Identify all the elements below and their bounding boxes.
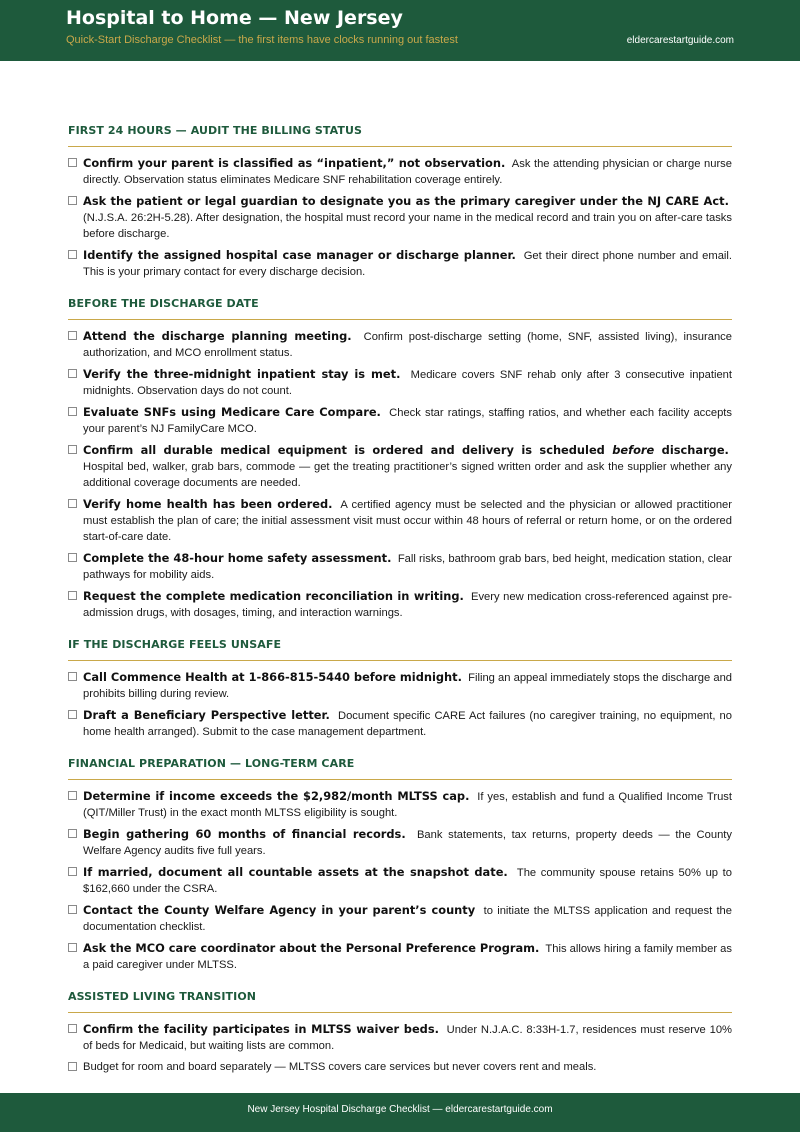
checkbox[interactable] <box>68 250 77 259</box>
checkbox[interactable] <box>68 791 77 800</box>
item-lead: Verify home health has been ordered. <box>83 497 333 511</box>
item-lead: Ask the MCO care coordinator about the Personal Preference Program. <box>83 941 540 955</box>
checkbox[interactable] <box>68 1024 77 1033</box>
footer-bar <box>0 1093 800 1132</box>
checkbox[interactable] <box>68 867 77 876</box>
item-text: The community spouse retains 50% up to $162,660 under the CSRA. <box>83 867 732 895</box>
item-lead: If married, document all countable assets at the snapshot date. <box>83 865 508 879</box>
checkbox[interactable] <box>68 196 77 205</box>
item-lead: Request the complete medication reconciliation in writing. <box>83 589 464 603</box>
section-heading: BEFORE THE DISCHARGE DATE <box>68 285 732 320</box>
page-title: Hospital to Home — New Jersey <box>66 7 403 29</box>
checklist-item <box>68 155 732 188</box>
item-lead: Evaluate SNFs using Medicare Care Compare. <box>83 405 381 419</box>
item-lead <box>83 443 729 457</box>
checklist-item <box>68 1021 732 1054</box>
item-lead: Draft a Beneficiary Perspective letter. <box>83 708 330 722</box>
checkbox[interactable] <box>68 672 77 681</box>
checkbox[interactable] <box>68 591 77 600</box>
section-discharge-unsafe <box>68 626 732 740</box>
checkbox[interactable] <box>68 331 77 340</box>
item-text: Confirm post-discharge setting (home, SNF, assisted living), insurance authorization, and MCO enrollment status. <box>83 331 732 359</box>
checklist-item <box>68 404 732 437</box>
item-lead: Identify the assigned hospital case manager or discharge planner. <box>83 248 516 262</box>
checklist-item <box>68 826 732 859</box>
item-text: Fall risks, bathroom grab bars, bed height, medication station, clear pathways for mobility aids. <box>83 553 733 581</box>
checkbox[interactable] <box>68 943 77 952</box>
item-lead: Complete the 48-hour home safety assessment. <box>83 551 392 565</box>
item-lead: Begin gathering 60 months of financial records. <box>83 827 406 841</box>
section-heading: FINANCIAL PREPARATION — LONG-TERM CARE <box>68 745 732 780</box>
item-lead-part: Confirm all durable medical equipment is ordered and delivery is scheduled <box>83 443 613 457</box>
item-lead: Verify the three-midnight inpatient stay is met. <box>83 367 401 381</box>
item-text: A certified agency must be selected and the physician or allowed practitioner must establish the plan of care; the initial assessment visit must occur within 48 hours of referral or return home, or on the ordered start-of-care date. <box>83 499 733 543</box>
item-text: (N.J.S.A. 26:2H-5.28). After designation, the hospital must record your name in the medical record and train you on after-care tasks before discharge. <box>83 212 732 240</box>
section-first-24-hours <box>68 112 732 280</box>
checklist-item <box>68 864 732 897</box>
item-text: Document specific CARE Act failures (no caregiver training, no equipment, no home health arranged). Submit to the case management department. <box>83 710 732 738</box>
checkbox[interactable] <box>68 369 77 378</box>
checkbox[interactable] <box>68 445 77 454</box>
checkbox[interactable] <box>68 1062 77 1071</box>
checklist-item <box>68 669 732 702</box>
item-text: Ask the attending physician or charge nurse directly. Observation status eliminates Medicare SNF rehabilitation coverage entirely. <box>83 158 732 186</box>
item-text: Get their direct phone number and email. This is your primary contact for every discharge decision. <box>83 250 733 278</box>
item-lead-emphasis: before <box>612 443 655 457</box>
checklist-item <box>68 1059 732 1075</box>
item-lead: Ask the patient or legal guardian to designate you as the primary caregiver under the NJ CARE Act. <box>83 194 729 208</box>
item-text: Every new medication cross-referenced against pre-admission drugs, with dosages, timing, and interaction warnings. <box>83 591 732 619</box>
item-lead-part: discharge. <box>654 443 729 457</box>
checkbox[interactable] <box>68 158 77 167</box>
checklist-item <box>68 247 732 280</box>
checkbox[interactable] <box>68 553 77 562</box>
checklist-item <box>68 550 732 583</box>
checklist-item <box>68 707 732 740</box>
checklist-content <box>68 112 732 1080</box>
checkbox[interactable] <box>68 407 77 416</box>
item-lead: Contact the County Welfare Agency in your parent’s county <box>83 903 476 917</box>
page-subtitle: Quick-Start Discharge Checklist — the first items have clocks running out fastest <box>66 34 458 46</box>
item-lead: Confirm your parent is classified as “inpatient,” not observation. <box>83 156 506 170</box>
header-bar <box>0 0 800 61</box>
item-text: Check star ratings, staffing ratios, and whether each facility accepts your parent’s NJ FamilyCare MCO. <box>83 407 732 435</box>
item-text: Under N.J.A.C. 8:33H-1.7, residences must reserve 10% of beds for Medicaid, but waiting lists are common. <box>83 1024 732 1052</box>
checkbox[interactable] <box>68 829 77 838</box>
item-text: Filing an appeal immediately stops the discharge and prohibits billing during review. <box>83 672 733 700</box>
section-heading: FIRST 24 HOURS — AUDIT THE BILLING STATUS <box>68 112 732 147</box>
checklist-item <box>68 940 732 973</box>
item-lead: Determine if income exceeds the $2,982/month MLTSS cap. <box>83 789 470 803</box>
section-before-discharge <box>68 285 732 621</box>
checklist-item <box>68 328 732 361</box>
checklist-item <box>68 496 732 545</box>
item-lead: Attend the discharge planning meeting. <box>83 329 352 343</box>
item-text: This allows hiring a family member as a paid caregiver under MLTSS. <box>83 943 732 971</box>
item-text: Budget for room and board separately — MLTSS covers care services but never covers rent and meals. <box>83 1061 597 1073</box>
item-lead: Confirm the facility participates in MLTSS waiver beds. <box>83 1022 439 1036</box>
checklist-item <box>68 442 732 491</box>
item-text: Medicare covers SNF rehab only after 3 consecutive inpatient midnights. Observation days do not count. <box>83 369 733 397</box>
site-url: eldercarestartguide.com <box>626 35 734 46</box>
item-text: to initiate the MLTSS application and request the documentation checklist. <box>83 905 732 933</box>
checkbox[interactable] <box>68 905 77 914</box>
item-text: Bank statements, tax returns, property deeds — the County Welfare Agency audits five full years. <box>83 829 732 857</box>
checkbox[interactable] <box>68 499 77 508</box>
section-assisted-living <box>68 978 732 1075</box>
item-text: Hospital bed, walker, grab bars, commode — get the treating practitioner’s signed written order and ask the supplier whether any additional coverage documents are needed. <box>83 461 732 489</box>
checklist-item <box>68 366 732 399</box>
checklist-item <box>68 588 732 621</box>
footer-text: New Jersey Hospital Discharge Checklist — eldercarestartguide.com <box>247 1104 553 1115</box>
section-heading: IF THE DISCHARGE FEELS UNSAFE <box>68 626 732 661</box>
checklist-item <box>68 902 732 935</box>
section-financial-preparation <box>68 745 732 973</box>
item-lead: Call Commence Health at 1-866-815-5440 before midnight. <box>83 670 462 684</box>
checklist-item <box>68 788 732 821</box>
checklist-item <box>68 193 732 242</box>
item-text: If yes, establish and fund a Qualified Income Trust (QIT/Miller Trust) in the exact month MLTSS eligibility is sought. <box>83 791 733 819</box>
section-heading: ASSISTED LIVING TRANSITION <box>68 978 732 1013</box>
checkbox[interactable] <box>68 710 77 719</box>
